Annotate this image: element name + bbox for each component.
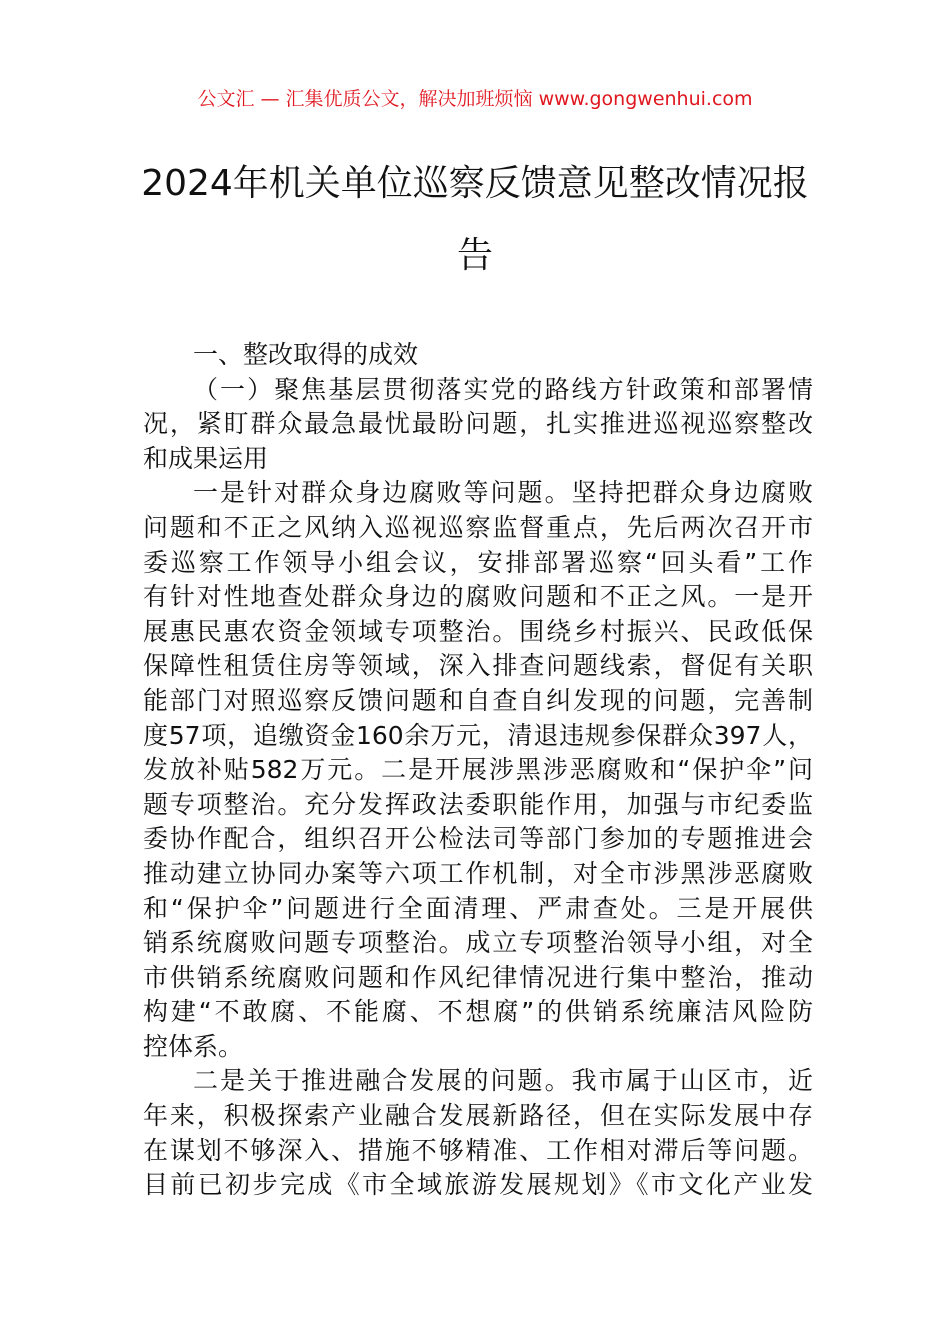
paragraph-line: 销系统腐败问题专项整治。成立专项整治领导小组，对全: [143, 928, 813, 958]
paragraph-line: 推动建立协同办案等六项工作机制，对全市涉黑涉恶腐败: [143, 858, 813, 888]
paragraph-line: 二是关于推进融合发展的问题。我市属于山区市，近: [193, 1066, 813, 1096]
title-line: 2024年机关单位巡察反馈意见整改情况报: [141, 163, 809, 204]
title-line: 告: [456, 235, 493, 276]
document-title: [0, 148, 950, 292]
paragraph-line: 在谋划不够深入、措施不够精准、工作相对滞后等问题。: [143, 1135, 813, 1165]
subsection-heading: 和成果运用: [143, 443, 269, 473]
paragraph-line: 委巡察工作领导小组会议，安排部署巡察“回头看”工作: [143, 547, 813, 577]
paragraph-line: 发放补贴582万元。二是开展涉黑涉恶腐败和“保护伞”问: [143, 755, 813, 785]
paragraph-line: 保障性租赁住房等领域，深入排查问题线索，督促有关职: [143, 651, 813, 681]
paragraph-line: 控体系。: [143, 1031, 244, 1061]
paragraph-line: 一是针对群众身边腐败等问题。坚持把群众身边腐败: [193, 478, 813, 508]
paragraph-line: 和“保护伞”问题进行全面清理、严肃查处。三是开展供: [143, 893, 813, 923]
paragraph-line: 问题和不正之风纳入巡视巡察监督重点，先后两次召开市: [143, 512, 813, 542]
paragraph-line: 展惠民惠农资金领域专项整治。围绕乡村振兴、民政低保: [143, 616, 813, 646]
paragraph-line: 委协作配合，组织召开公检法司等部门参加的专题推进会: [143, 824, 813, 854]
paragraph-line: 题专项整治。充分发挥政法委职能作用，加强与市纪委监: [143, 789, 813, 819]
paragraph-line: 构建“不敢腐、不能腐、不想腐”的供销系统廉洁风险防: [143, 997, 813, 1027]
subsection-heading: （一）聚焦基层贯彻落实党的路线方针政策和部署情: [193, 374, 813, 404]
document-body: [143, 338, 813, 1203]
paragraph-line: 度57项，追缴资金160余万元，清退违规参保群众397人，: [143, 720, 813, 750]
section-heading: 一、整改取得的成效: [193, 340, 419, 369]
subsection-heading: 况，紧盯群众最急最忧最盼问题，扎实推进巡视巡察整改: [143, 409, 813, 439]
paragraph-line: 目前已初步完成《市全域旅游发展规划》《市文化产业发: [143, 1170, 813, 1200]
paragraph-line: 能部门对照巡察反馈问题和自查自纠发现的问题，完善制: [143, 685, 813, 715]
paragraph-line: 有针对性地查处群众身边的腐败问题和不正之风。一是开: [143, 582, 813, 612]
paragraph-line: 市供销系统腐败问题和作风纪律情况进行集中整治，推动: [143, 962, 813, 992]
paragraph-line: 年来，积极探索产业融合发展新路径，但在实际发展中存: [143, 1101, 813, 1131]
watermark-banner: 公文汇 — 汇集优质公文，解决加班烦恼 www.gongwenhui.com: [197, 88, 753, 110]
